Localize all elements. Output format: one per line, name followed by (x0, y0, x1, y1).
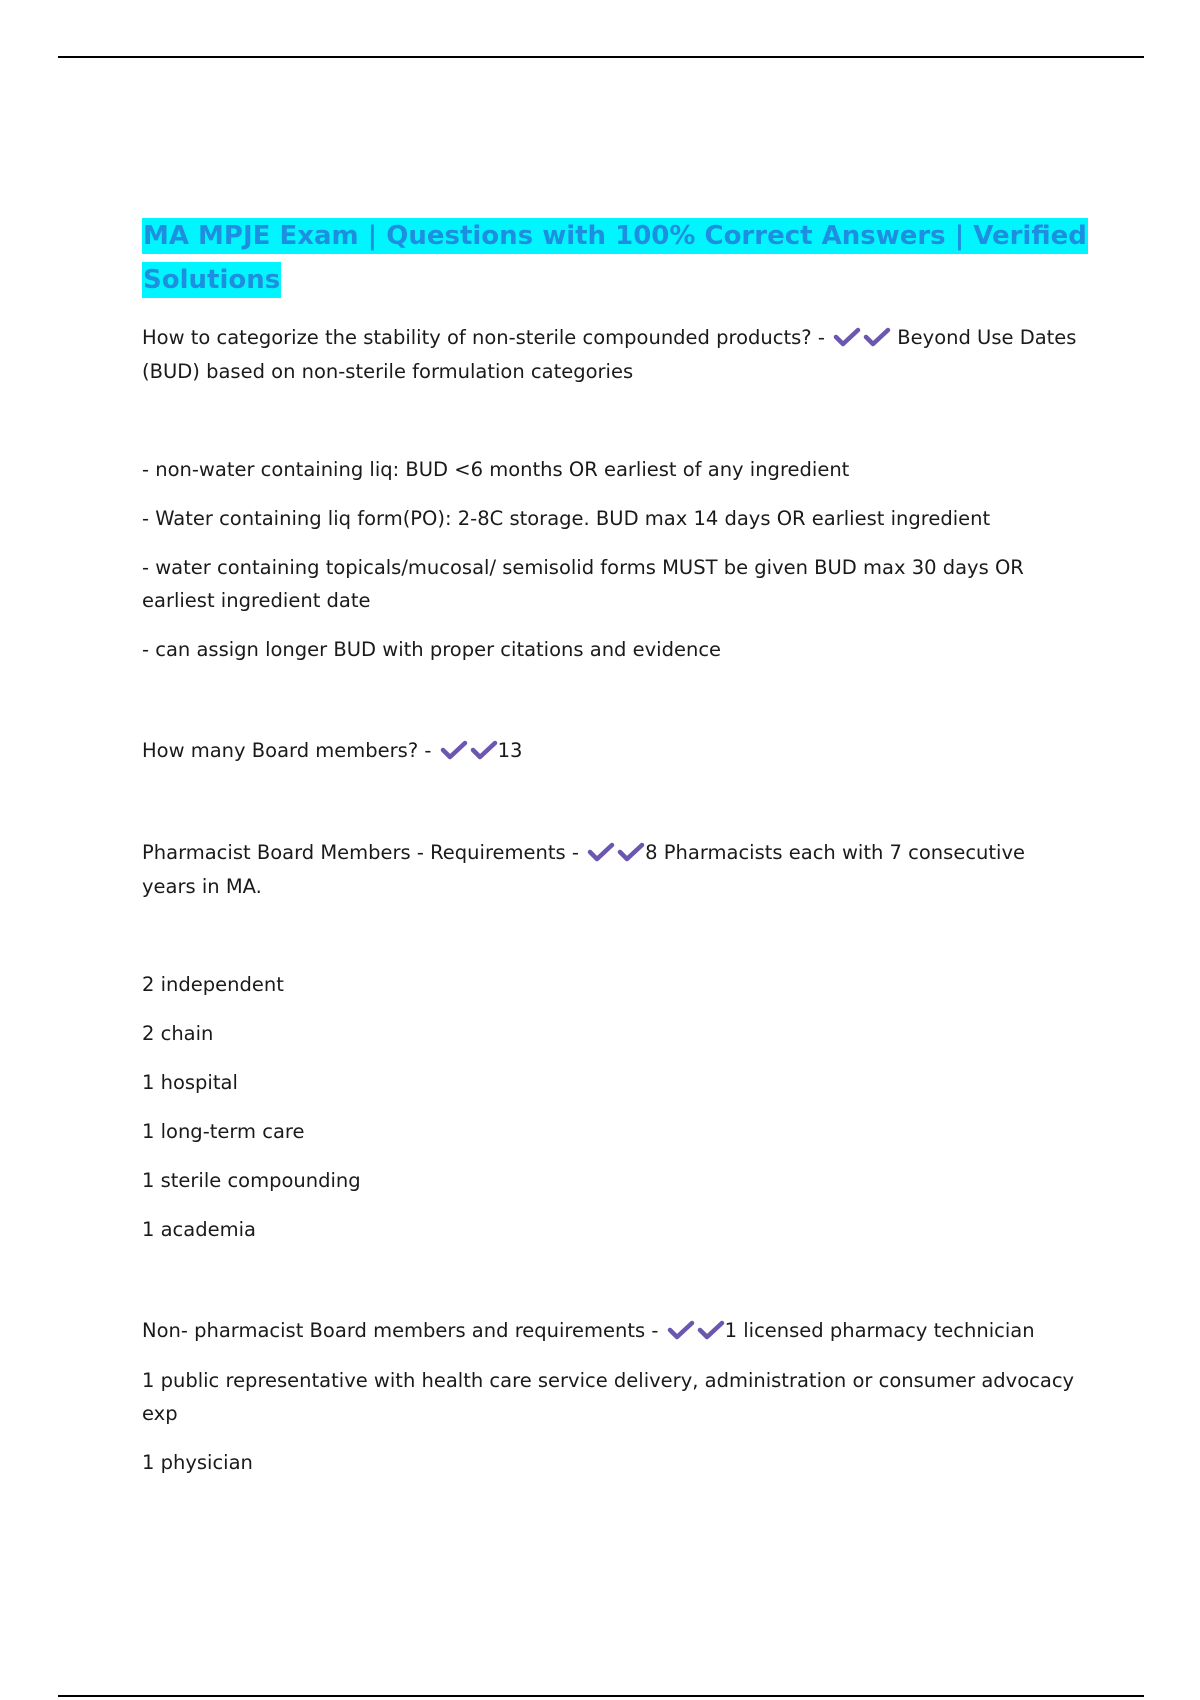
answer-1-text: Beyond Use Dates (897, 326, 1077, 349)
list-item: - water containing topicals/mucosal/ semisolid forms MUST be given BUD max 30 days OR (142, 556, 1024, 579)
list-item: - can assign longer BUD with proper citations and evidence (142, 638, 722, 661)
answer-1-continuation: (BUD) based on non-sterile formulation categories (142, 360, 634, 383)
document-title-line-1: MA MPJE Exam | Questions with 100% Correct Answers | Verified (142, 218, 1088, 254)
answer-3-text: 8 Pharmacists each with 7 consecutive (645, 841, 1025, 864)
check-icon (470, 740, 498, 760)
list-item: 1 sterile compounding (142, 1169, 361, 1192)
question-3-text: Pharmacist Board Members - Requirements - (142, 841, 579, 864)
question-3 (142, 839, 1025, 867)
document-title-line-2: Solutions (142, 262, 281, 298)
check-icon (697, 1320, 725, 1340)
list-item: 1 public representative with health care service delivery, administration or consumer advocacy (142, 1369, 1075, 1392)
header-rule (58, 56, 1144, 58)
question-4 (142, 1317, 1035, 1345)
question-2 (142, 737, 522, 765)
list-item: - non-water containing liq: BUD <6 months OR earliest of any ingredient (142, 458, 850, 481)
list-item: 1 academia (142, 1218, 256, 1241)
check-icon (667, 1320, 695, 1340)
footer-rule (58, 1695, 1144, 1697)
answer-2-text: 13 (497, 739, 523, 762)
list-item: 1 long-term care (142, 1120, 305, 1143)
question-2-text: How many Board members? - (142, 739, 432, 762)
check-icon (617, 842, 645, 862)
list-item: 1 hospital (142, 1071, 238, 1094)
list-item: 2 chain (142, 1022, 214, 1045)
question-1-text: How to categorize the stability of non-sterile compounded products? - (142, 326, 825, 349)
list-item: - Water containing liq form(PO): 2-8C storage. BUD max 14 days OR earliest ingredient (142, 507, 991, 530)
answer-4-text: 1 licensed pharmacy technician (724, 1319, 1035, 1342)
list-item-continuation: earliest ingredient date (142, 589, 371, 612)
check-icon (440, 740, 468, 760)
check-icon (833, 327, 861, 347)
check-icon (863, 327, 891, 347)
check-icon (587, 842, 615, 862)
question-1 (142, 324, 1076, 352)
list-item: 2 independent (142, 973, 284, 996)
question-4-text: Non- pharmacist Board members and requirements - (142, 1319, 659, 1342)
answer-3-continuation: years in MA. (142, 875, 262, 898)
list-item-continuation: exp (142, 1402, 178, 1425)
list-item: 1 physician (142, 1451, 253, 1474)
